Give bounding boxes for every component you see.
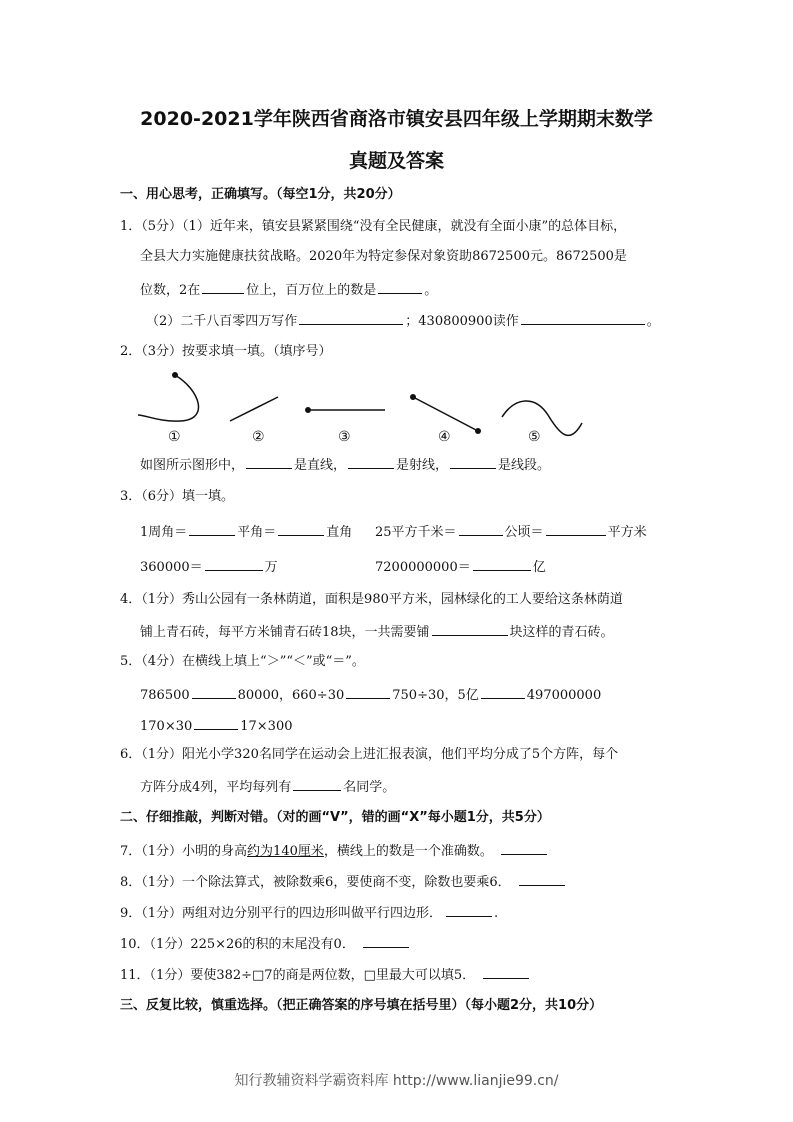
q9-line <box>120 903 498 923</box>
answer-blank[interactable] <box>432 622 508 636</box>
q3-text: 1周角＝ <box>140 525 188 540</box>
q1-text-e: ；430800900读作 <box>405 314 519 329</box>
section-1-heading: 一、用心思考，正确填写。（每空1分，共20分） <box>120 187 401 202</box>
answer-blank[interactable] <box>473 557 531 571</box>
answer-blank[interactable] <box>194 716 238 730</box>
q3-row-b <box>375 522 647 542</box>
q7-underlined: 约为140厘米 <box>247 844 324 859</box>
q11-text: 11．（1分）要使382÷□7的商是两位数，□里最大可以填5． <box>120 968 476 983</box>
endpoint-dot <box>305 407 311 413</box>
q1-text-c: 。 <box>424 283 438 298</box>
figure-label: ① <box>168 429 181 445</box>
q4-text-b: 块这样的青石砖。 <box>509 625 614 640</box>
q3-row-c <box>140 557 278 577</box>
answer-blank[interactable] <box>481 685 525 699</box>
q10-text: 10．（1分）225×26的积的末尾没有0． <box>120 937 355 952</box>
q8-text: 8．（1分）一个除法算式，被除数乘6，要使商不变，除数也要乘6． <box>120 875 511 890</box>
figure-label: ③ <box>338 429 351 445</box>
q7-line <box>120 841 549 861</box>
q3-text: 亿 <box>532 560 546 575</box>
q1-line4 <box>146 311 660 331</box>
answer-blank[interactable] <box>459 522 503 536</box>
q2-line1: 2．（3分）按要求填一填。（填序号） <box>120 344 332 359</box>
answer-blank[interactable] <box>205 557 263 571</box>
q6-text-b: 名同学。 <box>343 780 396 795</box>
q4-line1: 4．（1分）秀山公园有一条林荫道，面积是980平方米，园林绿化的工人要给这条林荫道 <box>120 592 623 607</box>
q9-dot: . <box>494 906 499 921</box>
wave-figure-5 <box>502 401 582 435</box>
answer-blank[interactable] <box>450 455 496 469</box>
q8-line <box>120 872 567 892</box>
q1-line3 <box>140 280 437 300</box>
q1-text-d: （2）二千八百零四万写作 <box>146 314 298 329</box>
q3-text: 360000＝ <box>140 560 203 575</box>
q4-text-a: 铺上青石砖，每平方米铺青石砖18块，一共需要铺 <box>140 625 430 640</box>
segment-figure-4 <box>413 397 478 431</box>
answer-blank[interactable] <box>192 685 236 699</box>
q5-text: 170×30 <box>140 719 193 734</box>
q5-row-b <box>140 716 293 736</box>
q3-row-a <box>140 522 352 542</box>
answer-blank[interactable] <box>546 522 606 536</box>
q3-text: 万 <box>264 560 278 575</box>
q7-text-a: 7．（1分）小明的身高 <box>120 844 248 859</box>
endpoint-dot <box>410 394 416 400</box>
q7-text-b: ，横线上的数是一个准确数。 <box>323 844 493 859</box>
answer-blank[interactable] <box>348 455 394 469</box>
q5-row-a <box>140 685 601 705</box>
q2-text-b: 是直线， <box>294 458 347 473</box>
q5-text: 750÷30，5亿 <box>392 688 479 703</box>
answer-blank[interactable] <box>278 522 324 536</box>
q10-line <box>120 934 411 954</box>
answer-blank[interactable] <box>202 280 244 294</box>
q5-text: 786500 <box>140 688 190 703</box>
q5-text: 497000000 <box>526 688 602 703</box>
section-2-heading: 二、仔细推敲，判断对错。（对的画“V”，错的画“X”每小题1分，共5分） <box>120 810 550 825</box>
figure-label: ④ <box>438 429 451 445</box>
page-title: 2020-2021学年陕西省商洛市镇安县四年级上学期期末数学 <box>140 108 653 130</box>
q3-text: 公顷＝ <box>504 525 544 540</box>
answer-blank[interactable] <box>346 685 390 699</box>
answer-blank[interactable] <box>293 777 341 791</box>
answer-blank[interactable] <box>189 522 235 536</box>
q1-text-b: 位上，百万位上的数是 <box>246 283 377 298</box>
q3-text: 7200000000＝ <box>375 560 471 575</box>
answer-blank[interactable] <box>299 311 403 325</box>
q9-text: 9．（1分）两组对边分别平行的四边形叫做平行四边形． <box>120 906 443 921</box>
q5-text: 80000，660÷30 <box>237 688 345 703</box>
q5-text: 17×300 <box>240 719 293 734</box>
answer-blank[interactable] <box>519 872 565 886</box>
q2-text-d: 是线段。 <box>498 458 551 473</box>
answer-blank[interactable] <box>521 311 645 325</box>
figure-label: ② <box>252 429 265 445</box>
figure-label: ⑤ <box>528 429 541 445</box>
curve-figure-1 <box>138 375 199 421</box>
straight-line-figure-2 <box>230 397 278 421</box>
answer-blank[interactable] <box>501 841 547 855</box>
q6-line2 <box>140 777 395 797</box>
q6-text-a: 方阵分成4列，平均每列有 <box>140 780 292 795</box>
q3-text: 平角＝ <box>237 525 277 540</box>
answer-blank[interactable] <box>483 965 529 979</box>
q4-line2 <box>140 622 614 642</box>
q1-line1: 1．（5分）（1）近年来，镇安县紧紧围绕“没有全民健康，就没有全面小康”的总体目标， <box>120 219 627 234</box>
q1-text-a: 位数，2在 <box>140 283 201 298</box>
footer-watermark: 知行教辅资料学霸资料库 http://www.lianjie99.cn/ <box>234 1073 559 1089</box>
q2-text-a: 如图所示图形中， <box>140 458 245 473</box>
q1-text-f: 。 <box>646 314 660 329</box>
figure-lines <box>130 365 590 447</box>
q1-line2: 全县大力实施健康扶贫战略。2020年为特定参保对象资助8672500元。8672500是 <box>140 249 627 264</box>
endpoint-dot <box>172 372 178 378</box>
q5-line1: 5．（4分）在横线上填上“＞”“＜”或“＝”。 <box>120 654 365 669</box>
answer-blank[interactable] <box>446 903 492 917</box>
answer-blank[interactable] <box>378 280 422 294</box>
q2-line2 <box>140 455 550 475</box>
q3-line1: 3．（6分）填一填。 <box>120 489 235 504</box>
q3-text: 直角 <box>326 525 353 540</box>
q6-line1: 6．（1分）阳光小学320名同学在运动会上进汇报表演，他们平均分成了5个方阵，每个 <box>120 747 619 762</box>
page-title-line2: 真题及答案 <box>348 150 444 172</box>
q3-text: 25平方千米＝ <box>375 525 457 540</box>
q3-text: 平方米 <box>607 525 647 540</box>
answer-blank[interactable] <box>363 934 409 948</box>
q11-line <box>120 965 531 985</box>
section-3-heading: 三、反复比较，慎重选择。（把正确答案的序号填在括号里）（每小题2分，共10分） <box>120 998 603 1013</box>
answer-blank[interactable] <box>246 455 292 469</box>
q3-row-d <box>375 557 546 577</box>
q2-text-c: 是射线， <box>396 458 449 473</box>
endpoint-dot <box>475 428 481 434</box>
